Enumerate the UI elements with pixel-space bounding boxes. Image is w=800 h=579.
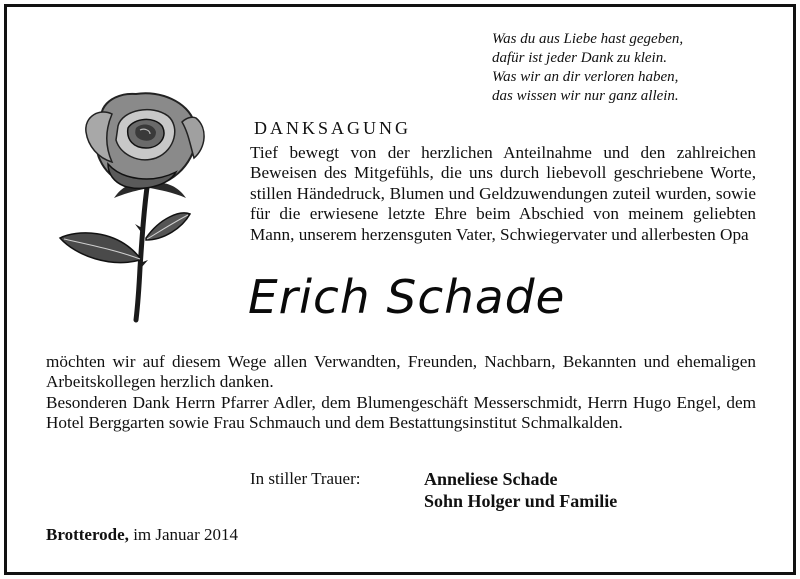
mourner: Sohn Holger und Familie [424, 491, 618, 511]
mourning-label: In stiller Trauer: [250, 469, 361, 488]
thanks-body [46, 352, 756, 434]
poem-line: Was wir an dir verloren haben, [492, 69, 679, 85]
place: Brotterode, [46, 525, 129, 544]
poem [492, 30, 752, 106]
date: im Januar 2014 [133, 525, 239, 544]
place-date [46, 525, 238, 545]
deceased-name: Erich Schade [248, 270, 566, 324]
poem-line: dafür ist jeder Dank zu klein. [492, 50, 667, 66]
thanks-paragraph: möchten wir auf diesem Wege allen Verwandten, Freunden, Nachbarn, Bekannten und ehemaligen Arbeitskollegen herzlich danken. [46, 352, 756, 392]
mourner: Anneliese Schade [424, 469, 558, 489]
intro-paragraph: Tief bewegt von der herzlichen Anteilnahme und den zahlreichen Beweisen des Mitgefühls, die uns durch liebevoll geschriebene Worte, stillen Händedruck, Blumen und Geldzuwendungen zuteil wurden, sowie für die erwiesene letzte Ehre beim Abschied von meinem geliebten Mann, unserem herzensguten Vater, Schwiegervater und allerbesten Opa [250, 143, 756, 244]
special-thanks-paragraph: Besonderen Dank Herrn Pfarrer Adler, dem Blumengeschäft Messerschmidt, Herrn Hugo Engel, dem Hotel Berggarten sowie Frau Schmauch und dem Bestattungsinstitut Schmalkalden. [46, 392, 756, 433]
poem-line: das wissen wir nur ganz allein. [492, 88, 679, 104]
poem-line: Was du aus Liebe hast gegeben, [492, 31, 684, 47]
heading: DANKSAGUNG [254, 118, 412, 138]
mourners-list [424, 468, 617, 512]
rose-icon [56, 88, 216, 324]
